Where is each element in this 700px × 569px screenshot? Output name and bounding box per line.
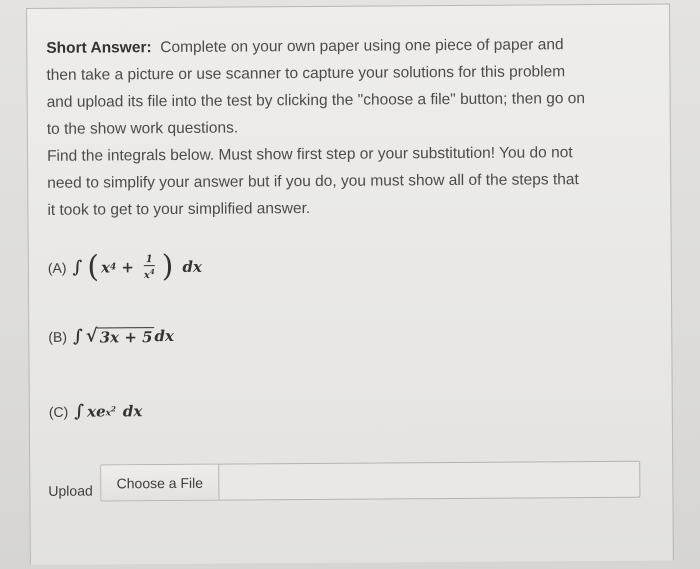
- exponent-power: 2: [110, 404, 116, 414]
- problem-c: [49, 401, 143, 422]
- term-base: xe: [87, 402, 106, 421]
- exponent: [106, 404, 116, 418]
- intro-line: then take a picture or use scanner to capture your solutions for this problem: [46, 63, 566, 84]
- intro-text: Complete on your own paper using one piece of paper and: [160, 36, 564, 57]
- integral-sign: ∫: [72, 257, 83, 278]
- fraction-numerator: 1: [144, 254, 155, 266]
- problem-c-label: (C): [48, 403, 69, 420]
- problem-b-label: (B): [48, 328, 68, 345]
- question-card: [26, 4, 674, 565]
- term-exponent: 4: [109, 262, 117, 273]
- fraction: [142, 254, 157, 281]
- differential: dx: [154, 326, 175, 345]
- exponent-base: x: [105, 408, 112, 419]
- radicand: 3x + 5: [98, 327, 155, 346]
- left-paren: (: [87, 249, 100, 285]
- differential: dx: [182, 257, 202, 276]
- intro-line: [46, 31, 585, 62]
- fraction-denominator: [142, 266, 157, 281]
- problem-a-expression: [72, 248, 202, 285]
- denominator-exponent: 4: [149, 266, 155, 276]
- upload-label: Upload: [48, 482, 93, 499]
- right-paren: ): [161, 248, 174, 285]
- file-upload-field[interactable]: [100, 461, 640, 502]
- differential: dx: [122, 402, 143, 421]
- intro-line: and upload its file into the test by clicking the "choose a file" button; then go on: [46, 90, 586, 111]
- short-answer-label: Short Answer:: [46, 39, 152, 57]
- problem-b-expression: [73, 325, 174, 347]
- intro-paragraph: [46, 31, 585, 143]
- instructions-paragraph: [47, 139, 579, 224]
- problem-a-label: (A): [47, 259, 67, 276]
- integral-sign: ∫: [74, 401, 85, 422]
- instruction-line: it took to get to your simplified answer.: [47, 200, 311, 219]
- problem-c-expression: [74, 401, 142, 421]
- intro-line: to the show work questions.: [46, 119, 239, 138]
- instruction-line: Find the integrals below. Must show first step or your substitution! You do not: [46, 144, 573, 165]
- choose-file-button[interactable]: Choose a File: [101, 465, 219, 501]
- integral-sign: ∫: [72, 326, 83, 347]
- plus-sign: +: [121, 258, 134, 277]
- square-root-sign: √: [85, 325, 98, 347]
- instruction-line: need to simplify your answer but if you do, you must show all of the steps that: [47, 171, 579, 192]
- problem-b: [48, 325, 174, 347]
- problem-a: [47, 248, 202, 285]
- denominator-base: x: [143, 269, 150, 281]
- term-base: x: [101, 258, 111, 277]
